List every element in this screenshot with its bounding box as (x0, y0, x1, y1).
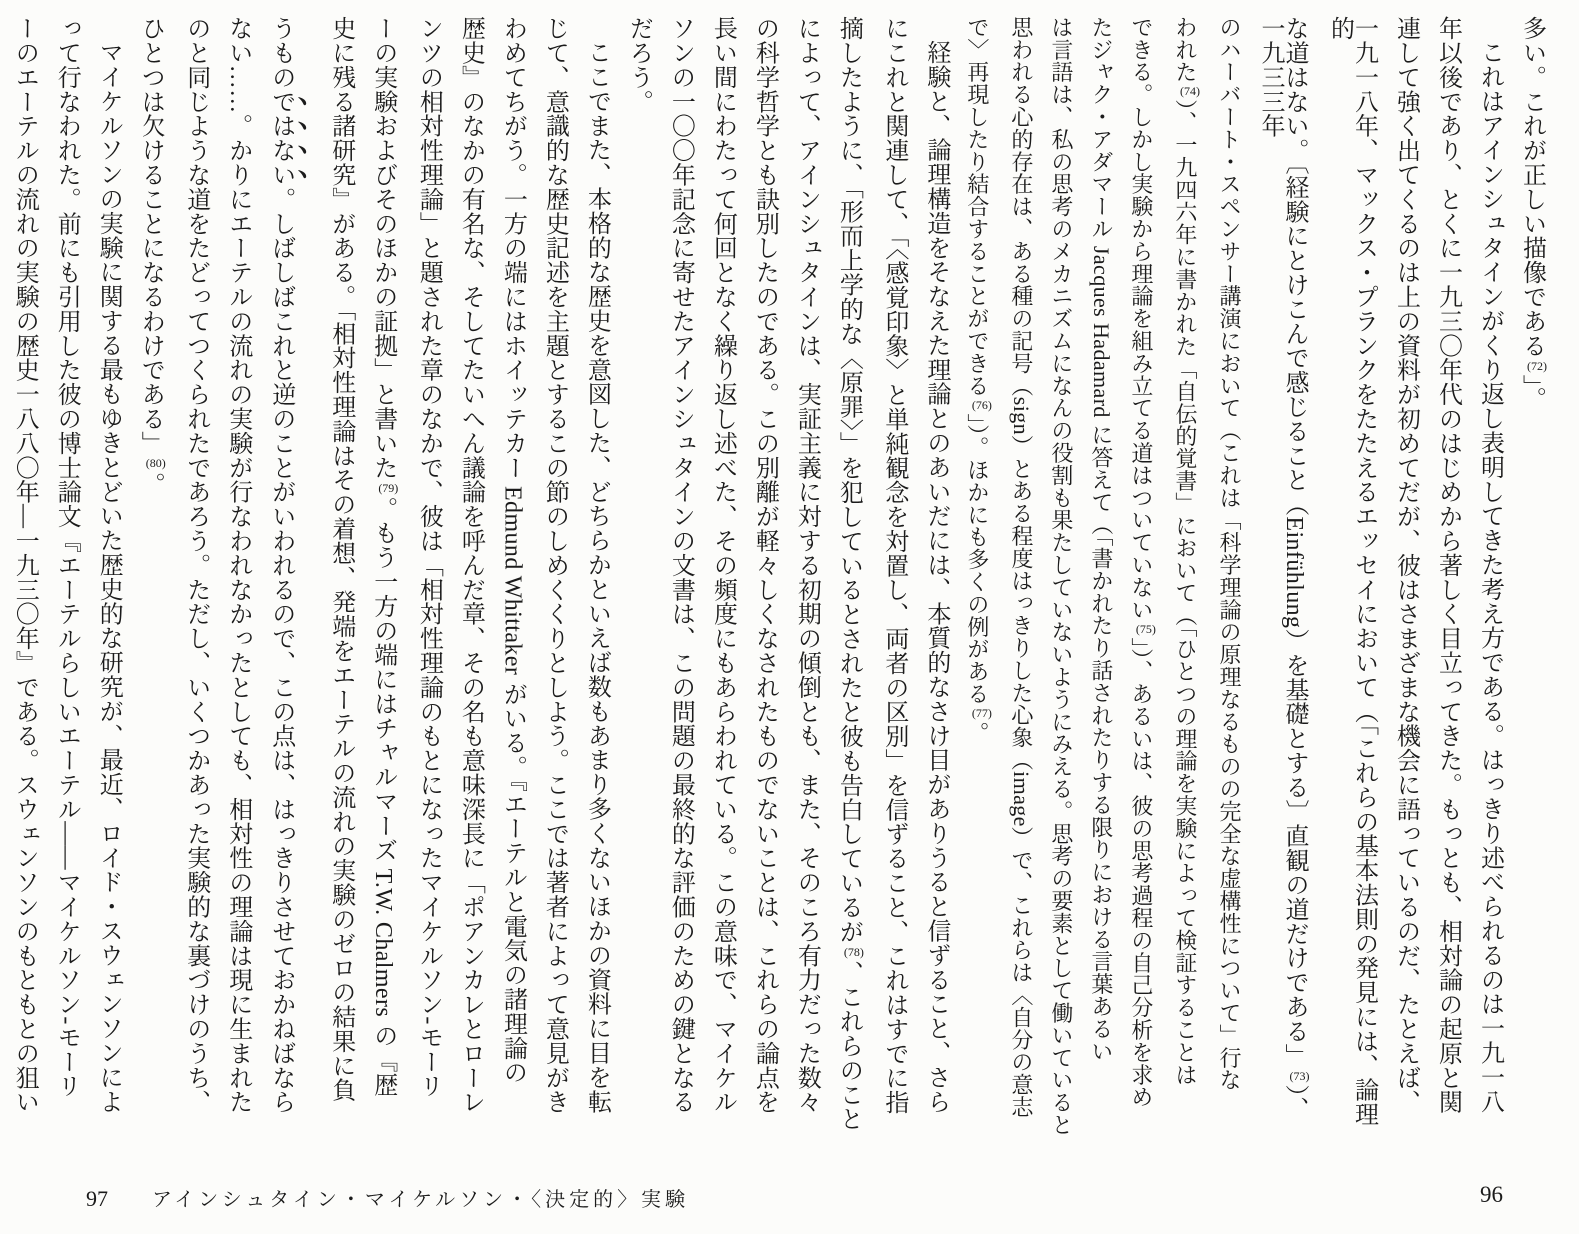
text-run: ）、一九四六年に書かれた「自伝的覚書」において（「ひとつの理論を実験によって検証することは (1172, 99, 1198, 1086)
footnote-ref: (74) (1179, 84, 1200, 99)
text-column (966, 16, 992, 1144)
text-column (1477, 16, 1501, 1144)
text-run: の科学哲学とも訣別したのである。この別離が軽々しくなされたものでないことは、これらの論点を (751, 16, 778, 1114)
text-column (794, 16, 818, 1144)
text-column (54, 16, 78, 1144)
footer-left (86, 1183, 689, 1212)
text-run: 。しばしばこれと逆のことがいわれるので、この点は、はっきりさせておかねばなら (267, 186, 294, 1115)
text-body (0, 16, 1547, 1144)
footnote-ref: (80) (145, 456, 166, 471)
text-run: できる。しかし実験から理論を組み立てる道はついていない (1128, 16, 1154, 621)
text-column (500, 16, 524, 1144)
text-run: わめてちがう。一方の端にはホイッテカー Edmund Whittaker がいる。『エーテルと電気の諸理論の (499, 16, 526, 1085)
page-number-right: 96 (1480, 1182, 1503, 1207)
footnote-ref: (75) (1135, 621, 1156, 636)
text-run: ソンの一〇〇年記念に寄せたアインシュタインの文書は、この問題の最終的な評価のための鍵となる (667, 16, 694, 1114)
text-column (1090, 16, 1112, 1144)
text-run: ひとつは欠けることになるわけである」 (137, 16, 164, 456)
text-run: のと同じような道をたどってつくられたであろう。ただし、いくつかあった実験的な裏づけのうち、 (182, 16, 209, 1114)
text-run: 」）。ほかにも多くの例がある (964, 413, 990, 706)
text-run: って行なわれた。前にも引用した彼の博士論文『エーテルらしいエーテル――マイケルソン‐モーリ (53, 16, 80, 1098)
text-run: ーのエーテルの流れの実験の歴史一八八〇年―一九三〇年』である。スウェンソンのもともとの狙い (11, 16, 38, 1114)
text-run: じて、意識的な歴史記述を主題とするこの節のしめくくりとしよう。ここでは著者によって意見がき (541, 16, 568, 1114)
text-column (1435, 16, 1459, 1144)
text-run: 年以後であり、とくに一九三〇年代のはじめから著しく目立ってきた。もっとも、相対論の起原と関 (1434, 16, 1461, 1114)
text-column (184, 16, 208, 1144)
text-column (1258, 16, 1310, 1144)
text-run: 。もう一方の端にはチャルマーズ T.W. Chalmers の『歴 (369, 496, 396, 1097)
text-run: 、これらのこと (835, 960, 862, 1132)
text-run: で〉再現したり結合することができる (964, 16, 990, 397)
text-run: 多い。これが正しい描像である (1518, 16, 1545, 358)
text-run: ここでまた、本格的な歴史を意図した、どちらかといえば数もあまり多くないほかの資料に目を転 (583, 40, 610, 1114)
text-run: 一九一八年、マックス・プランクをたたえるエッセイにおいて（「これらの基本法則の発見には、論理的 (1326, 16, 1377, 1127)
text-run: たジャク・アダマール Jacques Hadamard に答えて（「書かれたり話されたりする限りにおける言葉あるい (1088, 16, 1114, 1063)
text-run: 」。 (1518, 374, 1545, 412)
text-column (1327, 16, 1375, 1144)
text-column (96, 16, 120, 1144)
text-run: 連して強く出てくるのは上の資料が初めてだが、彼はさまざまな機会に語っているのだ、たとえば、 (1392, 16, 1419, 1114)
text-run: 思われる心的存在は、ある種の記号（sign）とある程度はっきりした心象（image）で、これらは〈自分の意志 (1008, 16, 1034, 1119)
text-column (138, 16, 166, 1144)
text-column (268, 16, 311, 1144)
text-run: によって、アインシュタインは、実証主義に対する初期の傾倒とも、また、そのころ有力だった数々 (793, 16, 820, 1114)
running-title: アインシュタイン・マイケルソン・〈決定的〉実験 (152, 1189, 690, 1211)
text-column (626, 16, 650, 1144)
text-run: ではない (267, 89, 294, 187)
text-run: 。 (964, 721, 990, 745)
footnote-ref: (72) (1527, 358, 1547, 373)
text-run: これはアインシュタインがくり返し表明してきた考え方である。はっきり述べられるのは一九一八 (1476, 40, 1503, 1114)
footnote-ref: (79) (378, 480, 399, 495)
text-run: ない……。かりにエーテルの流れの実験が行なわれなかったとしても、相対性の理論は現に生まれた (224, 16, 251, 1114)
text-run: 長い間にわたって何回となく繰り返し述べた、その頻度にもあらわれている。この意味で、マイケル (709, 16, 736, 1114)
text-run: な道はない。〔経験にとけこんで感じること（Einfühlung）を基礎とする〕直観の道だけである」 (1280, 16, 1307, 1068)
text-run: 。 (137, 471, 164, 497)
text-column (924, 16, 948, 1144)
text-run: ンツの相対性理論」と題された章のなかで、彼は「相対性理論のもとになったマイケルソン‐モーリ (415, 16, 442, 1098)
text-column (12, 16, 36, 1144)
text-column (668, 16, 692, 1144)
text-column (1393, 16, 1417, 1144)
page-number-left: 97 (86, 1186, 108, 1211)
text-run: 摘したように、「形而上学的な〈原罪〉」を犯しているとされたと彼も告白しているが (835, 16, 862, 944)
text-column (710, 16, 734, 1144)
text-column (371, 16, 399, 1144)
text-column (752, 16, 776, 1144)
text-run: マイケルソンの実験に関する最もゆきとどいた歴史的な研究が、最近、ロイド・スウェンソンによ (95, 40, 122, 1114)
text-run: ）、一九三三年 (1256, 16, 1307, 1121)
text-column (1010, 16, 1032, 1144)
text-run: 歴史』のなかの有名な、そしてたいへん議論を呼んだ章、その名も意味深長に「ポアンカレとローレ (457, 16, 484, 1114)
footnote-ref: (73) (1289, 1068, 1310, 1083)
text-run: のハーバート・スペンサー講演において（これは「科学理論の原理なるものの完全な虚構性について」行な (1216, 16, 1242, 1092)
text-column (416, 16, 440, 1144)
text-run: だろう。 (625, 16, 652, 114)
text-column (542, 16, 566, 1144)
text-column (1130, 16, 1156, 1144)
text-column (584, 16, 608, 1144)
text-run: われた (1172, 16, 1198, 84)
text-column (1050, 16, 1072, 1144)
footnote-ref: (77) (971, 706, 992, 721)
text-column (1519, 16, 1547, 1144)
text-column (226, 16, 250, 1144)
text-run: は言語は、私の思考のメカニズムになんの役割も果たしていないようにみえる。思考の要素として働いていると (1048, 16, 1074, 1136)
text-run: ーの実験およびそのほかの証拠」と書いた (369, 16, 396, 480)
text-run: にこれと関連して、「〈感覚印象〉と単純観念を対置し、両者の区別」を信ずること、これはすでに指 (880, 16, 907, 1115)
text-column (329, 16, 353, 1144)
text-column (882, 16, 906, 1144)
footnote-ref: (76) (971, 397, 992, 412)
text-run: 」）、あるいは、彼の思考過程の自己分析を求め (1128, 637, 1154, 1109)
text-column (836, 16, 864, 1144)
text-column (458, 16, 482, 1144)
text-run: うもの (267, 16, 294, 90)
text-run: 史に残る諸研究』がある。「相対性理論はその着想、発端をエーテルの流れの実験のゼロの結果に負 (327, 16, 354, 1102)
footnote-ref: (78) (843, 944, 864, 959)
text-run: 経験と、論理構造をそなえた理論とのあいだには、本質的なさけ目がありうると信ずること、さら (922, 40, 949, 1114)
text-column (1174, 16, 1200, 1144)
text-column (1218, 16, 1240, 1144)
